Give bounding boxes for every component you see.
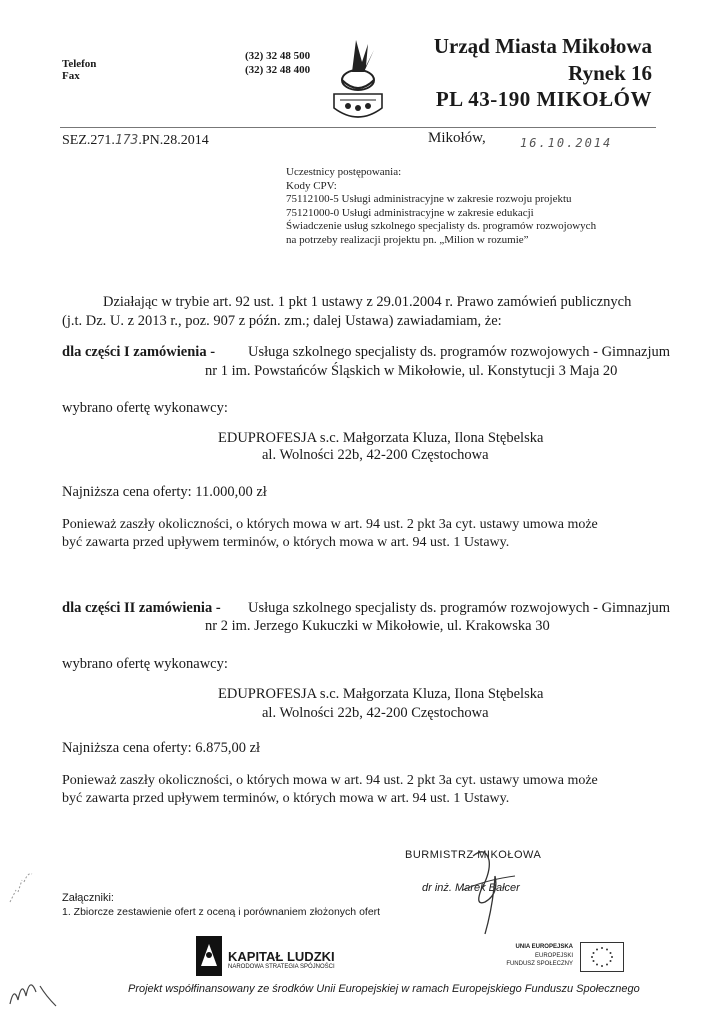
part1-label: dla części I zamówienia - [62, 344, 216, 360]
part2-contractor: EDUPROFESJA s.c. Małgorzata Kluza, Ilona Stębelska [218, 686, 544, 702]
part2-description: nr 2 im. Jerzego Kukuczki w Mikołowie, ul. Krakowska 30 [205, 618, 550, 634]
recipients-line: 75121000-0 Usługi administracyjne w zakresie edukacji [286, 206, 534, 219]
handwritten-signature [455, 846, 525, 936]
recipients-line: na potrzeby realizacji projektu pn. „Milion w rozumie” [286, 233, 529, 246]
kapital-ludzki-subtitle: NARODOWA STRATEGIA SPÓJNOŚCI [228, 964, 335, 970]
intro-line: (j.t. Dz. U. z 2013 r., poz. 907 z późn. zm.; dalej Ustawa) zawiadamiam, że: [62, 313, 502, 329]
margin-initials [6, 966, 66, 1010]
recipients-line: Kody CPV: [286, 179, 337, 192]
part1-address: al. Wolności 22b, 42-200 Częstochowa [262, 447, 489, 463]
recipients-line: Świadczenie usług szkolnego specjalisty ds. programów rozwojowych [286, 220, 597, 233]
attachments-label: Załączniki: [62, 892, 114, 904]
kapital-ludzki-logo-icon [196, 936, 222, 976]
eu-line2: EUROPEJSKI [534, 953, 573, 959]
case-reference [62, 133, 209, 149]
part1-selected-label: wybrano ofertę wykonawcy: [62, 400, 228, 416]
part1-note: Ponieważ zaszły okoliczności, o których mowa w art. 94 ust. 2 pkt 3a cyt. ustawy umowa może [62, 517, 598, 532]
recipients-line: Uczestnicy postępowania: [286, 166, 402, 178]
kapital-ludzki-title: KAPITAŁ LUDZKI [228, 949, 335, 964]
part1-description: Usługa szkolnego specjalisty ds. programów rozwojowych - Gimnazjum [248, 344, 671, 360]
price-value: 6.875,00 zł [195, 740, 261, 756]
office-street: Rynek 16 [568, 61, 652, 85]
price-value: 11.000,00 zł [195, 484, 267, 500]
recipients-line: 75112100-5 Usługi administracyjne w zakresie rozwoju projektu [286, 193, 572, 206]
part1-description: nr 1 im. Powstańców Śląskich w Mikołowie, ul. Konstytucji 3 Maja 20 [205, 363, 618, 379]
signature-name: dr inż. Marek Bałcer [422, 882, 520, 894]
eu-line3: FUNDUSZ SPOŁECZNY [506, 961, 573, 967]
part2-label: dla części II zamówienia - [62, 600, 221, 616]
cofinance-statement: Projekt współfinansowany ze środków Unii Europejskiej w ramach Europejskiego Funduszu Społecznego [128, 983, 640, 995]
part2-address: al. Wolności 22b, 42-200 Częstochowa [262, 705, 489, 721]
phone-label: Telefon [62, 58, 97, 70]
part2-note: Ponieważ zaszły okoliczności, o których mowa w art. 94 ust. 2 pkt 3a cyt. ustawy umowa może [62, 773, 598, 788]
recipients-block [286, 166, 596, 248]
place-label: Mikołów, [428, 130, 486, 146]
part2-description: Usługa szkolnego specjalisty ds. programów rozwojowych - Gimnazjum [248, 600, 671, 616]
part2-selected-label: wybrano ofertę wykonawcy: [62, 656, 228, 672]
header-divider [60, 127, 656, 128]
phone-value: (32) 32 48 500 [245, 50, 311, 62]
margin-mark [6, 850, 46, 910]
fax-label: Fax [62, 70, 80, 82]
signature-title: BURMISTRZ MIKOŁOWA [405, 849, 542, 861]
part1-price [62, 484, 267, 501]
intro-line: Działając w trybie art. 92 ust. 1 pkt 1 ustawy z 29.01.2004 r. Prawo zamówień publicznych [103, 294, 632, 310]
handwritten-date: 16.10.2014 [520, 136, 613, 150]
price-label: Najniższa cena oferty: [62, 740, 192, 756]
coat-of-arms-emblem [318, 36, 390, 124]
price-label: Najniższa cena oferty: [62, 484, 192, 500]
eu-flag-icon [580, 942, 624, 972]
case-suffix: .PN.28.2014 [138, 133, 209, 148]
part1-contractor: EDUPROFESJA s.c. Małgorzata Kluza, Ilona Stębelska [218, 430, 544, 446]
part2-note: być zawarta przed upływem terminów, o których mowa w art. 94 ust. 1 Ustawy. [62, 791, 510, 806]
eu-line1: UNIA EUROPEJSKA [515, 944, 573, 950]
part1-note: być zawarta przed upływem terminów, o których mowa w art. 94 ust. 1 Ustawy. [62, 535, 510, 550]
office-postal: PL 43-190 MIKOŁÓW [435, 87, 652, 111]
case-handwritten-number: 173 [114, 133, 139, 148]
case-prefix: SEZ.271. [62, 133, 115, 148]
part2-price [62, 740, 260, 757]
attachment-item: 1. Zbiorcze zestawienie ofert z oceną i porównaniem złożonych ofert [62, 906, 381, 918]
office-name: Urząd Miasta Mikołowa [433, 34, 652, 58]
fax-value: (32) 32 48 400 [245, 64, 311, 76]
